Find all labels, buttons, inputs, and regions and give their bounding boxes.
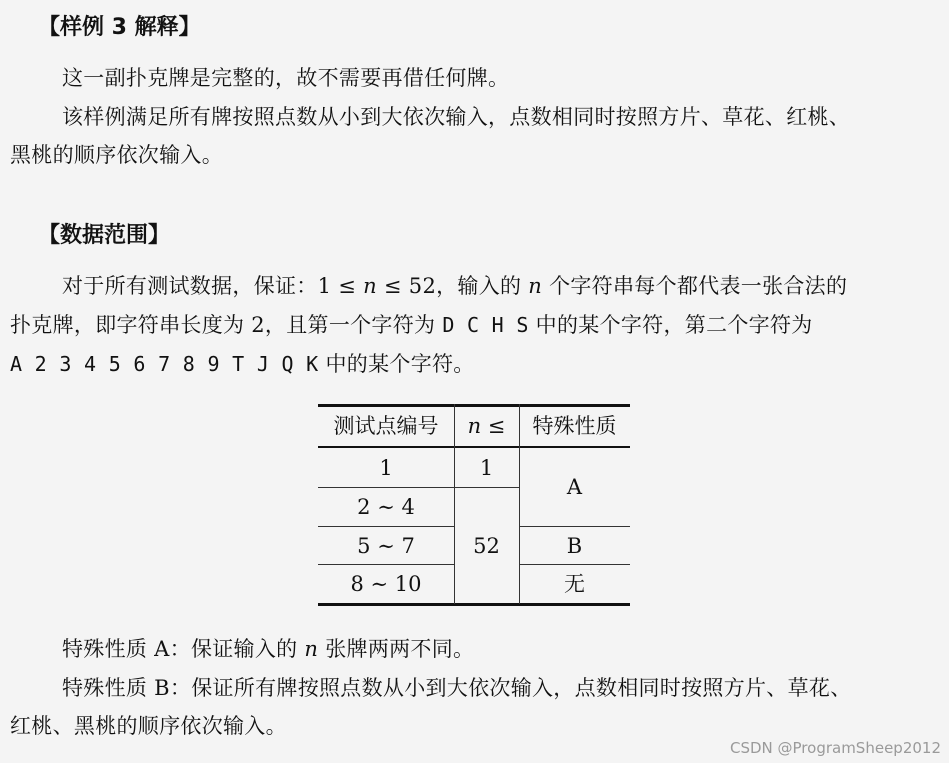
text-fragment: 对于所有测试数据，保证：1 ≤ bbox=[62, 274, 364, 298]
cell-test-id: 8 ∼ 10 bbox=[350, 572, 422, 596]
test-case-table bbox=[318, 404, 630, 606]
cell-special-property: 无 bbox=[564, 572, 585, 596]
table-row-divider bbox=[318, 526, 454, 527]
cell-test-id: 1 bbox=[379, 456, 393, 480]
note-special-property-b-line-2: 红桃、黑桃的顺序依次输入。 bbox=[10, 714, 287, 738]
text-fragment: 个字符串每个都代表一张合法的 bbox=[542, 274, 848, 298]
explanation-paragraph-2-line-1: 该样例满足所有牌按照点数从小到大依次输入，点数相同时按照方片、草花、红桃、 bbox=[62, 105, 851, 129]
cell-n-bound: 52 bbox=[473, 534, 500, 558]
cell-test-id: 2 ∼ 4 bbox=[357, 495, 415, 519]
header-test-id: 测试点编号 bbox=[333, 414, 439, 438]
math-variable-n: n bbox=[304, 637, 319, 661]
data-range-line-2 bbox=[10, 309, 813, 339]
section-heading-explanation: 【样例 3 解释】 bbox=[38, 15, 201, 40]
table-header-rule bbox=[318, 446, 630, 448]
note-special-property-a bbox=[62, 633, 474, 663]
explanation-paragraph-1: 这一副扑克牌是完整的，故不需要再借任何牌。 bbox=[62, 66, 510, 90]
text-fragment: 特殊性质 A：保证输入的 bbox=[62, 637, 305, 661]
note-special-property-b-line-1: 特殊性质 B：保证所有牌按照点数从小到大依次输入，点数相同时按照方片、草花、 bbox=[62, 676, 852, 700]
text-fragment: ≤ bbox=[481, 414, 506, 438]
math-variable-n: n bbox=[363, 274, 377, 298]
text-fragment: 中的某个字符。 bbox=[318, 352, 475, 376]
section-heading-data-range: 【数据范围】 bbox=[38, 223, 171, 248]
table-row-divider bbox=[318, 487, 454, 488]
math-variable-n: n bbox=[528, 274, 543, 298]
data-range-line-3 bbox=[10, 348, 475, 378]
text-fragment: 扑克牌，即字符串长度为 2，且第一个字符为 bbox=[10, 313, 443, 337]
table-row-divider bbox=[318, 564, 454, 565]
header-special-property: 特殊性质 bbox=[532, 414, 617, 438]
text-fragment: 中的某个字符，第二个字符为 bbox=[528, 313, 813, 337]
table-row-divider bbox=[519, 564, 630, 565]
suit-codes: D C H S bbox=[442, 313, 529, 337]
math-variable-n: n bbox=[467, 414, 482, 438]
rank-codes: A 2 3 4 5 6 7 8 9 T J Q K bbox=[10, 352, 319, 376]
cell-special-property: B bbox=[566, 534, 583, 558]
table-row-divider bbox=[519, 526, 630, 527]
table-top-rule bbox=[318, 404, 630, 407]
cell-test-id: 5 ∼ 7 bbox=[357, 534, 415, 558]
explanation-paragraph-2-line-2: 黑桃的顺序依次输入。 bbox=[10, 143, 223, 167]
watermark: CSDN @ProgramSheep2012 bbox=[729, 739, 941, 757]
text-fragment: ≤ 52，输入的 bbox=[376, 274, 529, 298]
text-fragment: 张牌两两不同。 bbox=[318, 637, 475, 661]
table-row-divider bbox=[454, 487, 519, 488]
cell-n-bound: 1 bbox=[479, 456, 494, 480]
data-range-line-1 bbox=[62, 270, 847, 300]
header-n-bound bbox=[454, 416, 519, 437]
cell-special-property: A bbox=[566, 475, 583, 499]
table-bottom-rule bbox=[318, 603, 630, 606]
